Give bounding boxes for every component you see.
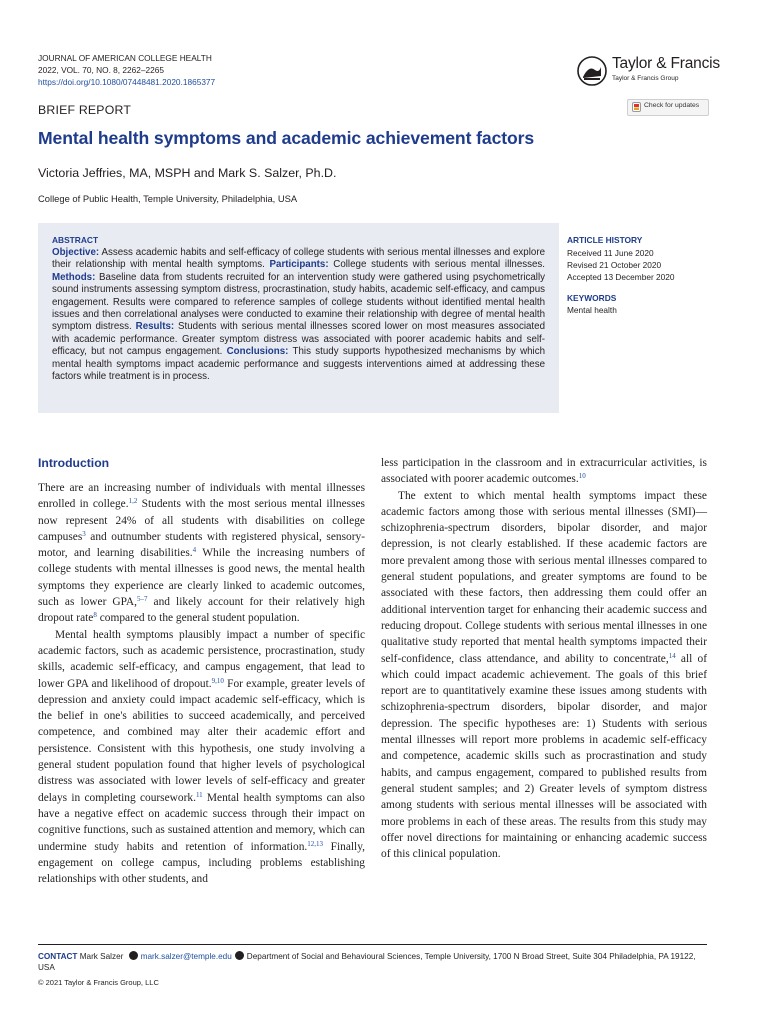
article-affiliation: College of Public Health, Temple University, Philadelphia, USA <box>38 193 298 204</box>
revised-date: Revised 21 October 2020 <box>567 260 662 271</box>
participants-text: College students with serious mental illnesses. <box>328 259 546 271</box>
copyright: © 2021 Taylor & Francis Group, LLC <box>38 978 159 987</box>
citation-link[interactable]: 12,13 <box>307 839 324 848</box>
contact-info <box>38 951 707 973</box>
participants-label: Participants: <box>269 259 329 271</box>
methods-label: Methods: <box>52 271 96 283</box>
paragraph: less participation in the classroom and in extracurricular activities, is associated with poorer academic outcomes.$^{10}$ <box>381 457 707 486</box>
article-history <box>567 247 674 284</box>
check-updates-icon <box>632 102 641 112</box>
citation-link[interactable]: 4 <box>192 546 197 555</box>
abstract-heading: ABSTRACT <box>52 235 99 245</box>
contact-address: Department of Social and Behavioural Sciences, Temple University, 1700 N Broad Street, Suite 304 Philadelphia, PA 19122, USA <box>38 952 696 972</box>
conclusions-text: This study supports hypothesized mechanisms by which mental health symptoms impact academic performance and suggests interventions aimed at addressing these factors while treatment is in process. <box>52 346 546 383</box>
publisher-group: Taylor & Francis Group <box>612 75 679 82</box>
methods-text: Baseline data from students recruited for an intervention study were gathered using psychometrically sound instruments assessing symptom distress, procrastination, study habits, academic self-efficacy, and campus engagement. Results were compared to reference samples of college students without identified mental health issues and then correlational analyses were conducted to examine their relationship with degree of mental health symptom distress. <box>52 271 545 333</box>
results-text: Students with serious mental illnesses scored lower on most measures associated with academic performance. Greater symptom distress was associated with poorer academic habits and self-efficacy, but not campus engagement. <box>52 321 545 358</box>
address-icon <box>235 951 244 960</box>
accepted-date: Accepted 13 December 2020 <box>567 272 675 283</box>
body-column-right <box>381 455 707 862</box>
body-column-left <box>38 480 365 887</box>
intro-heading: Introduction <box>38 456 110 470</box>
citation-link[interactable]: 8 <box>93 611 97 620</box>
received-date: Received 11 June 2020 <box>567 248 654 258</box>
contact-email[interactable]: mark.salzer@temple.edu <box>140 952 232 961</box>
results-label: Results: <box>135 321 175 333</box>
section-label: BRIEF REPORT <box>38 103 132 117</box>
paragraph: The extent to which mental health symptoms impact these academic factors among those with serious mental illnesses (SMI)—schizophrenia-spectrum disorders, bipolar disorder, and major depression, is not clearly established. If these academic factors are more prevalent among those with serious mental illnesses compared to general student populations, and greater symptoms are found to be associated with these factors, then addressing them could offer an additional intervention target for enhancing their academic success and reducing dropout. College students with serious mental illnesses in one qualitative study reported that mental health symptoms impacted their self-confidence, class attendance, and ability to concentrate,$^{14}$ all of which could impact academic achievement. The goals of this brief report are to quantitatively examine these issues among students with schizophrenia-spectrum disorders, bipolar disorder, and major depression. The specific hypotheses are: 1) Students with serious mental illnesses will report more problems in academic self-efficacy and competence, academic skills such as procrastination and study habits, and campus engagement, compared to published results from general student samples; and 2) Greater levels of symptom distress among students with serious mental illnesses will be associated with more problems in each of these areas. The results from this study may offer novel directions for maintaining or enhancing academic success of this clinical population. <box>381 489 707 861</box>
keywords-heading: KEYWORDS <box>567 293 617 303</box>
citation-link[interactable]: 1,2 <box>128 497 138 506</box>
objective-label: Objective: <box>52 247 100 258</box>
citation-link[interactable]: 14 <box>668 651 676 660</box>
article-title: Mental health symptoms and academic achievement factors <box>38 128 535 148</box>
abstract-text <box>52 247 545 383</box>
check-updates-label[interactable]: Check for updates <box>644 102 700 109</box>
footer-divider <box>38 944 707 945</box>
contact-label: CONTACT <box>38 952 78 961</box>
article-authors: Victoria Jeffries, MA, MSPH and Mark S. Salzer, Ph.D. <box>38 166 337 180</box>
journal-name: JOURNAL OF AMERICAN COLLEGE HEALTH <box>38 53 212 63</box>
journal-info <box>38 52 215 88</box>
history-heading: ARTICLE HISTORY <box>567 235 643 245</box>
citation-link[interactable]: 10 <box>578 472 586 481</box>
citation-link[interactable]: 3 <box>82 529 86 538</box>
paragraph: There are an increasing number of individuals with mental illnesses enrolled in college.$^{1,2}$ Students with the most serious mental illnesses now represent 24% of all students with disabilities on college campuses$^3$ and outnumber students with registered physical, sensory-motor, and learning disabilities.$^4$ While the increasing numbers of college students with mental illnesses is good news, the mental health symptoms they experience are clearly linked to academic outcomes, such as lower GPA,$^{5-7}$ and likely account for their relatively high dropout rate$^8$ compared to the general student population. <box>38 482 366 625</box>
paragraph: Mental health symptoms plausibly impact a number of specific academic factors, such as academic persistence, procrastination, study skills, academic self-efficacy, and campus engagement, that lead to lower GPA and likelihood of dropout.$^{9,10}$ For example, greater levels of depression and anxiety could impact academic self-efficacy, which is the belief in one's abilities to succeed academically, and perceived competence, and combined may alter their academic effort and persistence. Consistent with this hypothesis, one study involving a general student population found that higher levels of psychological distress was associated with lower levels of self-efficacy and greater delays in completing coursework.$^{11}$ Mental health symptoms can also have a negative effect on academic success through their impact on cognitive functions, such as sustained attention and memory, which can undermine study habits and retention of information.$^{12,13}$ Finally, engagement on college campus, including problems establishing relationships with other students, and <box>38 628 366 886</box>
citation-link[interactable]: 9,10 <box>211 676 224 685</box>
citation-link[interactable]: 11 <box>195 790 203 799</box>
keywords: Mental health <box>567 305 617 315</box>
doi-link[interactable]: https://doi.org/10.1080/07448481.2020.1865377 <box>38 77 216 87</box>
objective-text: Assess academic habits and self-efficacy of college students with serious mental illnesses and explore their relationship with mental health symptoms. <box>52 247 545 271</box>
conclusions-label: Conclusions: <box>226 346 289 358</box>
contact-name: Mark Salzer <box>77 952 126 961</box>
citation-link[interactable]: 5–7 <box>137 595 148 604</box>
publisher-name: Taylor & Francis <box>612 55 720 72</box>
email-icon <box>129 951 138 960</box>
journal-volume: 2022, VOL. 70, NO. 8, 2262–2265 <box>38 65 164 75</box>
